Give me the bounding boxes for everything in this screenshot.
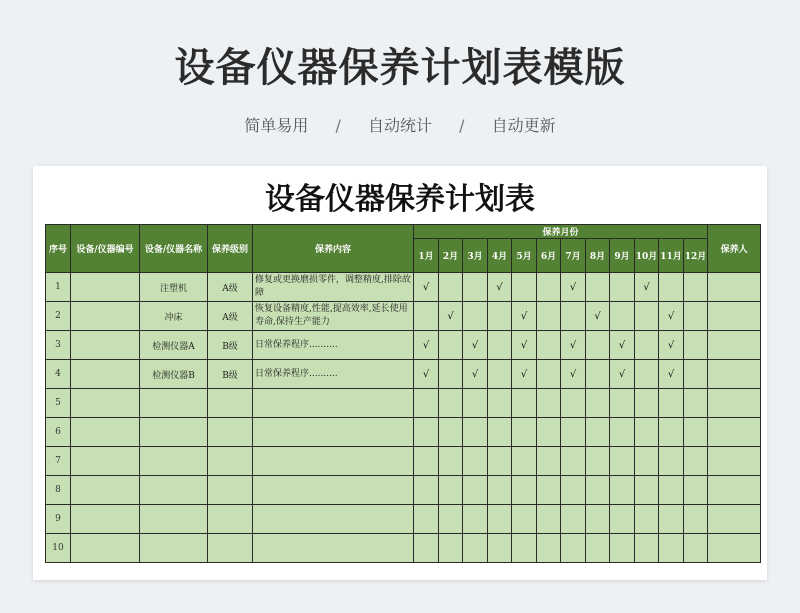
cell-level[interactable] [208,476,253,505]
cell-month-check[interactable] [537,534,561,563]
cell-month-check[interactable] [561,389,586,418]
col-header-equip-code: 设备/仪器编号 [71,225,140,273]
cell-index[interactable]: 8 [46,476,71,505]
cell-person[interactable] [708,476,761,505]
cell-equip-name[interactable] [140,534,208,563]
cell-month-check[interactable] [463,273,488,302]
col-header-month: 10月 [635,239,659,273]
check-mark: √ [496,281,503,293]
cell-month-check[interactable] [488,302,512,331]
check-mark: √ [569,368,577,380]
table-row [46,302,761,331]
check-mark: √ [618,368,626,380]
cell-month-check[interactable] [537,360,561,389]
table-row [46,476,761,505]
col-header-person: 保养人 [708,225,761,273]
col-header-month: 5月 [512,239,537,273]
cell-month-check[interactable] [610,360,635,389]
cell-month-check[interactable] [561,418,586,447]
cell-month-check[interactable] [512,273,537,302]
cell-content[interactable]: 日常保养程序.......... [253,331,414,360]
cell-month-check[interactable] [684,302,708,331]
cell-equip-name[interactable]: 注塑机 [140,273,208,302]
cell-month-check[interactable] [586,476,610,505]
cell-month-check[interactable] [684,360,708,389]
cell-month-check[interactable] [414,505,439,534]
table-row [46,389,761,418]
cell-equip-name[interactable]: 冲床 [140,302,208,331]
cell-month-check[interactable] [635,360,659,389]
cell-equip-code[interactable] [71,505,140,534]
feature-easy-to-use: 简单易用 [244,116,309,135]
sheet-title: 设备仪器保养计划表 [265,182,535,217]
cell-month-check[interactable] [537,505,561,534]
table-row [46,418,761,447]
check-mark: √ [569,339,577,351]
feature-list [0,113,800,136]
cell-month-check[interactable] [659,447,684,476]
cell-month-check[interactable] [463,302,488,331]
col-header-month: 12月 [684,239,708,273]
cell-month-check[interactable] [488,505,512,534]
cell-level[interactable] [208,534,253,563]
cell-month-check[interactable] [439,447,463,476]
cell-level[interactable] [208,418,253,447]
cell-month-check[interactable] [635,273,659,302]
cell-month-check[interactable] [488,447,512,476]
cell-month-check[interactable] [512,476,537,505]
cell-month-check[interactable] [488,389,512,418]
cell-month-check[interactable] [635,447,659,476]
cell-equip-name[interactable] [140,389,208,418]
check-mark: √ [667,339,675,351]
cell-month-check[interactable] [537,447,561,476]
cell-month-check[interactable] [512,447,537,476]
col-header-month: 2月 [439,239,463,273]
col-header-months-group: 保养月份 [414,225,708,239]
cell-equip-name[interactable] [140,447,208,476]
cell-month-check[interactable] [684,534,708,563]
cell-month-check[interactable] [561,447,586,476]
cell-month-check[interactable] [463,331,488,360]
cell-month-check[interactable] [610,273,635,302]
cell-equip-code[interactable] [71,447,140,476]
cell-level[interactable]: A级 [208,302,253,331]
cell-month-check[interactable] [439,302,463,331]
cell-person[interactable] [708,534,761,563]
check-mark: √ [667,310,675,322]
table-row [46,360,761,389]
cell-month-check[interactable] [488,360,512,389]
cell-month-check[interactable] [659,360,684,389]
cell-level[interactable]: B级 [208,331,253,360]
cell-month-check[interactable] [684,418,708,447]
table-row [46,505,761,534]
check-mark: √ [643,281,650,293]
cell-month-check[interactable] [610,302,635,331]
cell-content[interactable] [253,505,414,534]
page-title: 设备仪器保养计划表模版 [174,45,626,91]
cell-equip-code[interactable] [71,360,140,389]
cell-person[interactable] [708,505,761,534]
cell-index[interactable]: 2 [46,302,71,331]
cell-month-check[interactable] [561,505,586,534]
cell-index[interactable]: 10 [46,534,71,563]
cell-month-check[interactable] [586,418,610,447]
cell-month-check[interactable] [586,447,610,476]
cell-person[interactable] [708,273,761,302]
cell-person[interactable] [708,389,761,418]
cell-month-check[interactable] [659,331,684,360]
cell-equip-name[interactable]: 检测仪器B [140,360,208,389]
cell-month-check[interactable] [439,273,463,302]
feature-auto-stats: 自动统计 [367,116,432,135]
cell-month-check[interactable] [488,273,512,302]
cell-month-check[interactable] [561,534,586,563]
cell-month-check[interactable] [414,331,439,360]
cell-month-check[interactable] [512,360,537,389]
cell-level[interactable] [208,447,253,476]
cell-content[interactable] [253,476,414,505]
cell-month-check[interactable] [439,389,463,418]
check-mark: √ [447,310,454,322]
check-mark: √ [618,339,626,351]
check-mark: √ [422,281,430,293]
cell-month-check[interactable] [488,331,512,360]
cell-level[interactable] [208,389,253,418]
cell-month-check[interactable] [488,476,512,505]
cell-month-check[interactable] [684,447,708,476]
check-mark: √ [471,339,479,351]
cell-month-check[interactable] [586,331,610,360]
cell-level[interactable]: A级 [208,273,253,302]
cell-month-check[interactable] [463,476,488,505]
col-header-month: 8月 [586,239,610,273]
cell-month-check[interactable] [463,447,488,476]
cell-equip-code[interactable] [71,476,140,505]
cell-month-check[interactable] [439,360,463,389]
cell-month-check[interactable] [414,273,439,302]
feature-separator: / [335,116,341,135]
cell-month-check[interactable] [537,418,561,447]
cell-month-check[interactable] [586,273,610,302]
cell-month-check[interactable] [610,331,635,360]
cell-month-check[interactable] [537,302,561,331]
cell-month-check[interactable] [414,476,439,505]
check-mark: √ [520,368,528,380]
cell-month-check[interactable] [537,476,561,505]
cell-month-check[interactable] [610,476,635,505]
cell-month-check[interactable] [463,505,488,534]
cell-level[interactable] [208,505,253,534]
cell-month-check[interactable] [684,389,708,418]
cell-person[interactable] [708,331,761,360]
check-mark: √ [422,368,430,380]
cell-equip-code[interactable] [71,534,140,563]
cell-month-check[interactable] [684,505,708,534]
cell-month-check[interactable] [684,331,708,360]
cell-equip-code[interactable] [71,273,140,302]
cell-content[interactable]: 修复或更换磨损零件，调整精度,排除故障 [253,273,414,302]
col-header-month: 1月 [414,239,439,273]
cell-month-check[interactable] [586,534,610,563]
cell-month-check[interactable] [659,418,684,447]
cell-month-check[interactable] [512,534,537,563]
cell-content[interactable] [253,389,414,418]
cell-month-check[interactable] [512,302,537,331]
cell-month-check[interactable] [610,534,635,563]
feature-auto-update: 自动更新 [491,116,556,135]
col-header-month: 7月 [561,239,586,273]
cell-month-check[interactable] [561,273,586,302]
check-mark: √ [594,310,601,322]
cell-content[interactable] [253,534,414,563]
cell-month-check[interactable] [659,389,684,418]
cell-month-check[interactable] [635,418,659,447]
cell-month-check[interactable] [512,418,537,447]
cell-month-check[interactable] [439,534,463,563]
check-mark: √ [520,339,528,351]
cell-month-check[interactable] [659,534,684,563]
col-header-month: 11月 [659,239,684,273]
cell-month-check[interactable] [414,447,439,476]
cell-month-check[interactable] [488,418,512,447]
cell-month-check[interactable] [635,476,659,505]
cell-month-check[interactable] [463,389,488,418]
cell-index[interactable]: 6 [46,418,71,447]
cell-month-check[interactable] [659,302,684,331]
cell-equip-name[interactable] [140,505,208,534]
col-header-month: 4月 [488,239,512,273]
cell-index[interactable]: 4 [46,360,71,389]
cell-month-check[interactable] [561,331,586,360]
check-mark: √ [422,339,430,351]
cell-index[interactable]: 3 [46,331,71,360]
cell-index[interactable]: 7 [46,447,71,476]
cell-month-check[interactable] [659,273,684,302]
cell-content[interactable]: 恢复设备精度,性能,提高效率,延长使用寿命,保持生产能力 [253,302,414,331]
cell-month-check[interactable] [586,302,610,331]
cell-month-check[interactable] [414,418,439,447]
table-row [46,534,761,563]
cell-person[interactable] [708,418,761,447]
feature-separator: / [459,116,465,135]
cell-month-check[interactable] [635,331,659,360]
cell-month-check[interactable] [488,534,512,563]
check-mark: √ [667,368,675,380]
cell-month-check[interactable] [610,447,635,476]
cell-index[interactable]: 9 [46,505,71,534]
cell-month-check[interactable] [439,418,463,447]
cell-person[interactable] [708,302,761,331]
check-mark: √ [471,368,479,380]
cell-content[interactable] [253,447,414,476]
cell-month-check[interactable] [439,331,463,360]
cell-index[interactable]: 1 [46,273,71,302]
cell-month-check[interactable] [537,273,561,302]
table-row [46,273,761,302]
spreadsheet-preview [33,166,767,580]
cell-month-check[interactable] [439,476,463,505]
cell-month-check[interactable] [635,389,659,418]
cell-month-check[interactable] [684,476,708,505]
cell-person[interactable] [708,360,761,389]
cell-month-check[interactable] [414,534,439,563]
cell-month-check[interactable] [561,302,586,331]
check-mark: √ [569,281,577,293]
cell-month-check[interactable] [635,534,659,563]
cell-month-check[interactable] [659,476,684,505]
cell-equip-name[interactable]: 检测仪器A [140,331,208,360]
cell-equip-code[interactable] [71,418,140,447]
maintenance-plan-table [45,224,761,563]
cell-month-check[interactable] [610,418,635,447]
cell-month-check[interactable] [659,505,684,534]
cell-equip-code[interactable] [71,389,140,418]
cell-content[interactable] [253,418,414,447]
cell-month-check[interactable] [414,302,439,331]
cell-month-check[interactable] [586,505,610,534]
cell-month-check[interactable] [635,505,659,534]
check-mark: √ [520,310,528,322]
col-header-equip-name: 设备/仪器名称 [140,225,208,273]
cell-equip-code[interactable] [71,331,140,360]
cell-month-check[interactable] [512,331,537,360]
cell-month-check[interactable] [561,476,586,505]
cell-index[interactable]: 5 [46,389,71,418]
cell-month-check[interactable] [463,418,488,447]
cell-month-check[interactable] [586,360,610,389]
cell-month-check[interactable] [414,389,439,418]
cell-month-check[interactable] [537,331,561,360]
col-header-month: 3月 [463,239,488,273]
cell-month-check[interactable] [512,389,537,418]
cell-month-check[interactable] [635,302,659,331]
cell-month-check[interactable] [439,505,463,534]
cell-month-check[interactable] [561,360,586,389]
col-header-level: 保养级别 [208,225,253,273]
cell-person[interactable] [708,447,761,476]
col-header-month: 9月 [610,239,635,273]
cell-month-check[interactable] [463,360,488,389]
cell-equip-name[interactable] [140,476,208,505]
cell-month-check[interactable] [610,505,635,534]
cell-month-check[interactable] [610,389,635,418]
table-row [46,447,761,476]
cell-equip-name[interactable] [140,418,208,447]
cell-month-check[interactable] [537,389,561,418]
cell-level[interactable]: B级 [208,360,253,389]
col-header-month: 6月 [537,239,561,273]
col-header-content: 保养内容 [253,225,414,273]
table-row [46,331,761,360]
cell-content[interactable]: 日常保养程序.......... [253,360,414,389]
cell-equip-code[interactable] [71,302,140,331]
cell-month-check[interactable] [684,273,708,302]
cell-month-check[interactable] [512,505,537,534]
col-header-index: 序号 [46,225,71,273]
cell-month-check[interactable] [586,389,610,418]
cell-month-check[interactable] [463,534,488,563]
cell-month-check[interactable] [414,360,439,389]
